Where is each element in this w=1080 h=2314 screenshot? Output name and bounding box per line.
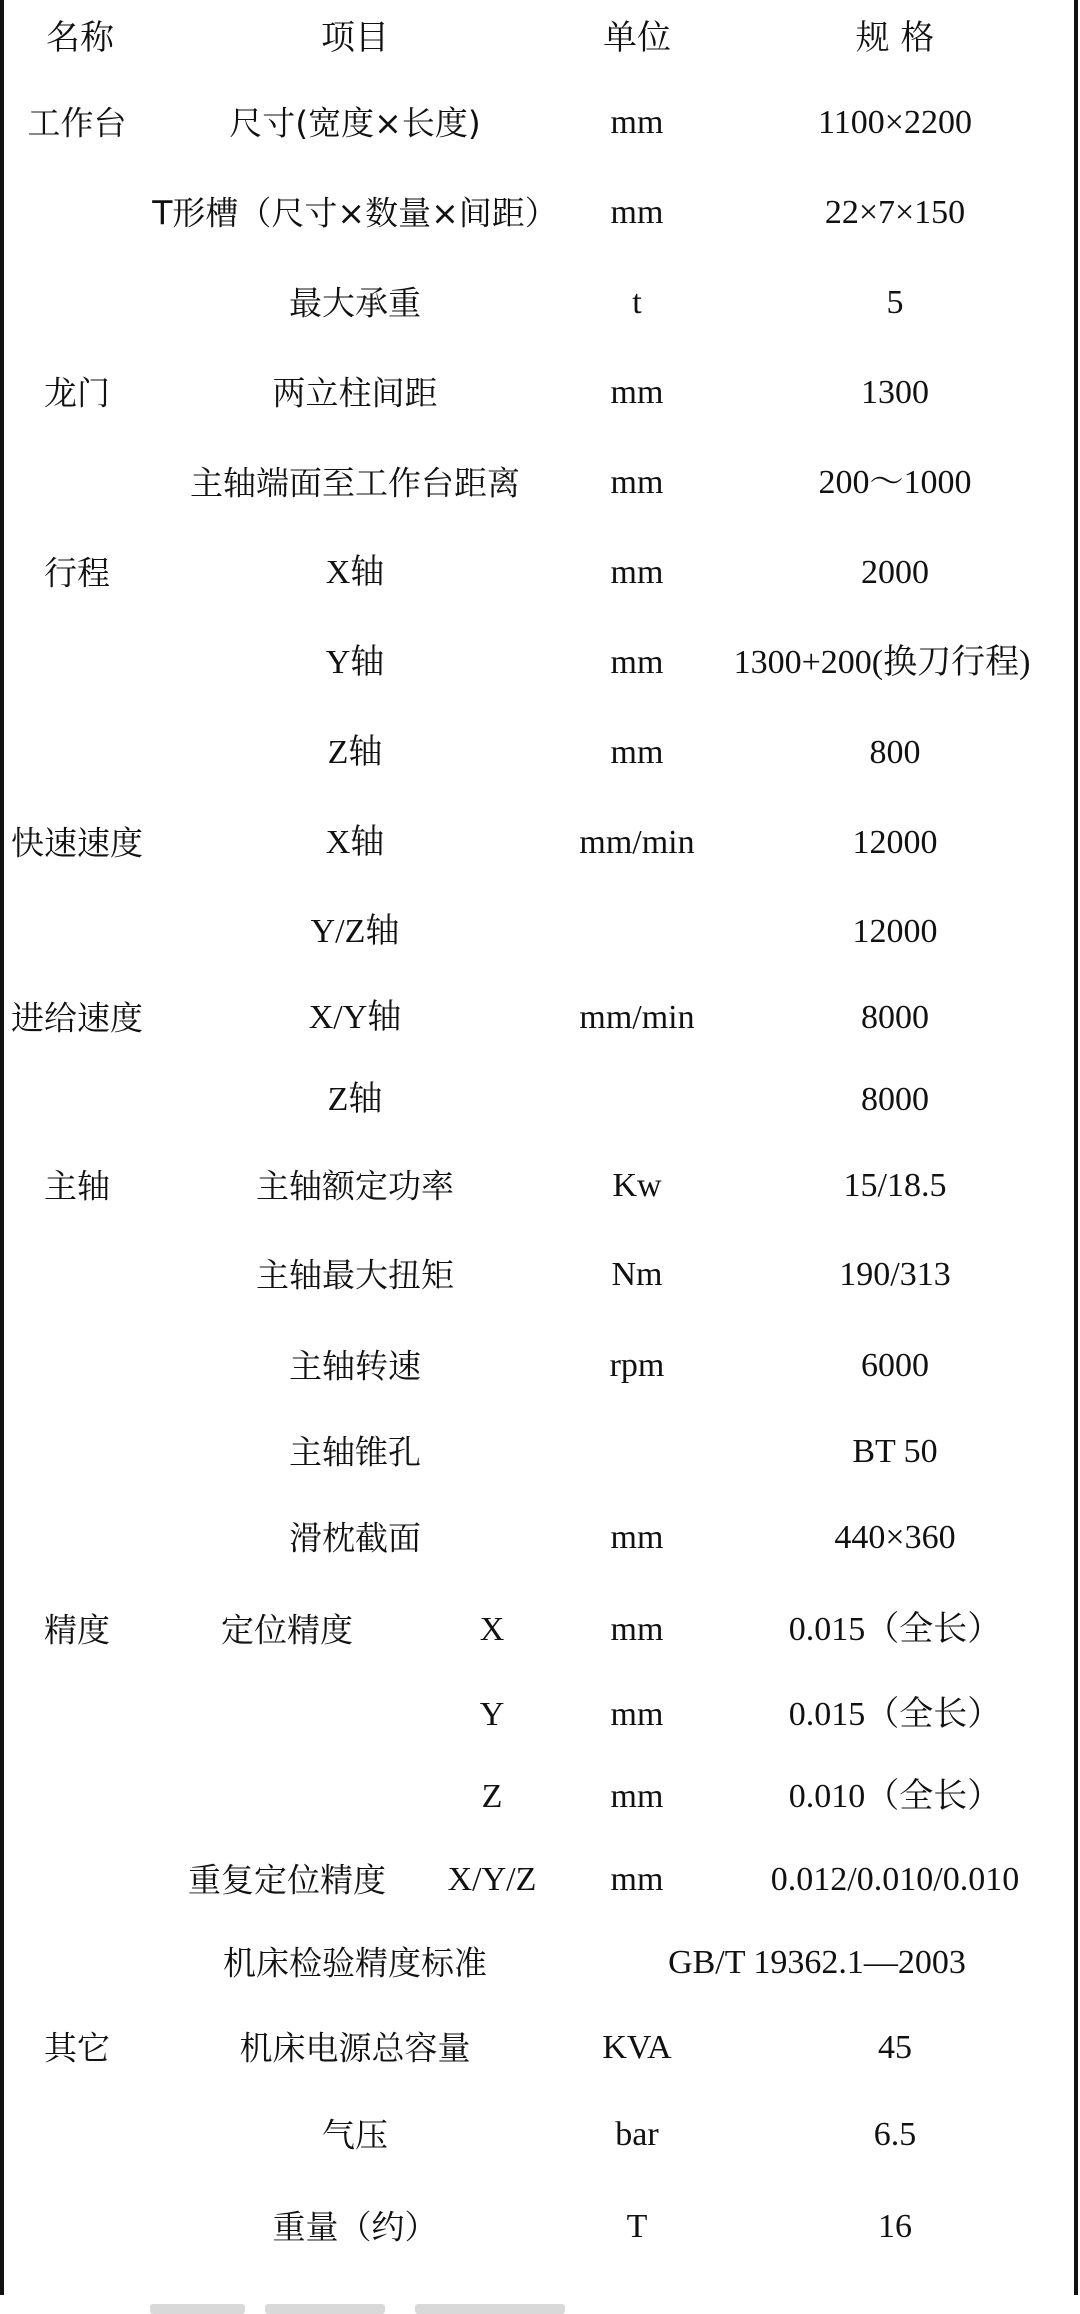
table-left-border: [0, 0, 4, 2314]
item-label: X轴: [325, 554, 385, 591]
category-label: 龙门: [44, 373, 110, 413]
unit-value: mm: [610, 104, 664, 141]
item-label: 最大承重: [289, 283, 421, 323]
category-label: 精度: [44, 1610, 110, 1650]
header-unit: 单位: [603, 18, 671, 58]
spec-value: 0.015（全长）: [788, 1696, 1002, 1733]
unit-value: mm: [610, 644, 664, 681]
unit-value: mm: [610, 734, 664, 771]
item-label: 主轴额定功率: [256, 1166, 454, 1206]
cropped-text-fragment: [265, 2304, 385, 2314]
spec-value: 12000: [852, 913, 938, 950]
spec-value: 0.012/0.010/0.010: [770, 1861, 1020, 1898]
unit-value: mm: [610, 1611, 664, 1648]
spec-value: 190/313: [839, 1256, 951, 1293]
spec-value: GB/T 19362.1—2003: [668, 1944, 966, 1981]
item-label: 主轴转速: [289, 1346, 421, 1386]
axis-label: X/Y/Z: [447, 1861, 537, 1898]
unit-value: mm: [610, 194, 664, 231]
unit-value: KVA: [602, 2029, 672, 2066]
item-label: X/Y轴: [308, 999, 402, 1036]
item-label: Z轴: [327, 734, 383, 771]
spec-value: 0.010（全长）: [788, 1778, 1002, 1815]
spec-value: 12000: [852, 824, 938, 861]
unit-value: T: [626, 2208, 648, 2245]
spec-value: 45: [878, 2029, 912, 2066]
spec-value: 8000: [861, 1081, 929, 1118]
unit-value: mm: [610, 374, 664, 411]
cropped-text-fragment: [415, 2304, 565, 2314]
spec-value: 22×7×150: [824, 194, 966, 231]
category-label: 行程: [44, 553, 110, 593]
unit-value: mm: [610, 1861, 664, 1898]
spec-value: 6000: [861, 1347, 929, 1384]
unit-value: mm: [610, 1778, 664, 1815]
item-label: 主轴锥孔: [289, 1432, 421, 1472]
spec-value: 440×360: [834, 1519, 956, 1556]
item-label: Y轴: [325, 644, 385, 681]
category-label: 工作台: [27, 103, 127, 143]
unit-value: Nm: [611, 1256, 663, 1293]
unit-value: mm: [610, 1696, 664, 1733]
unit-value: mm/min: [579, 824, 695, 861]
axis-label: Z: [481, 1778, 503, 1815]
item-label: Z轴: [327, 1081, 383, 1118]
item-label: 尺寸(宽度×长度): [229, 103, 481, 143]
category-label: 其它: [44, 2028, 110, 2068]
category-label: 主轴: [44, 1166, 110, 1206]
unit-value: mm: [610, 464, 664, 501]
spec-value: 0.015（全长）: [788, 1611, 1002, 1648]
spec-value: 200～1000: [818, 464, 972, 501]
spec-value: 2000: [861, 554, 929, 591]
item-label: 重复定位精度: [188, 1860, 386, 1900]
axis-label: X: [479, 1611, 505, 1648]
spec-value: 1100×2200: [818, 104, 972, 141]
spec-value: 6.5: [873, 2116, 917, 2153]
spec-value: 8000: [861, 999, 929, 1036]
spec-value: BT 50: [852, 1433, 938, 1470]
unit-value: mm: [610, 554, 664, 591]
item-label: 滑枕截面: [289, 1518, 421, 1558]
item-label: 两立柱间距: [272, 373, 438, 413]
cropped-text-fragment: [150, 2304, 245, 2314]
item-label: 主轴端面至工作台距离: [190, 463, 520, 503]
unit-value: Kw: [612, 1167, 662, 1204]
spec-value: 1300+200(换刀行程): [733, 644, 1031, 681]
item-label: 主轴最大扭矩: [256, 1255, 454, 1295]
header-name: 名称: [46, 18, 114, 58]
axis-label: Y: [479, 1696, 505, 1733]
unit-value: rpm: [609, 1347, 665, 1384]
item-label: 定位精度: [221, 1610, 353, 1650]
spec-value: 15/18.5: [843, 1167, 947, 1204]
spec-value: 16: [878, 2208, 912, 2245]
header-spec: 规 格: [855, 18, 935, 58]
item-label: T形槽（尺寸×数量×间距）: [152, 193, 558, 233]
unit-value: t: [632, 284, 642, 321]
header-item: 项目: [321, 18, 389, 58]
spec-value: 5: [886, 284, 904, 321]
unit-value: bar: [615, 2116, 659, 2153]
unit-value: mm/min: [579, 999, 695, 1036]
spec-value: 1300: [861, 374, 929, 411]
item-label: 机床检验精度标准: [223, 1943, 487, 1983]
table-right-border: [1074, 0, 1078, 2314]
unit-value: mm: [610, 1519, 664, 1556]
category-label: 进给速度: [11, 998, 143, 1038]
item-label: 气压: [322, 2115, 388, 2155]
item-label: 机床电源总容量: [239, 2028, 471, 2068]
item-label: X轴: [325, 824, 385, 861]
spec-value: 800: [869, 734, 921, 771]
item-label: Y/Z轴: [310, 913, 400, 950]
item-label: 重量（约）: [272, 2207, 438, 2247]
category-label: 快速速度: [11, 823, 143, 863]
